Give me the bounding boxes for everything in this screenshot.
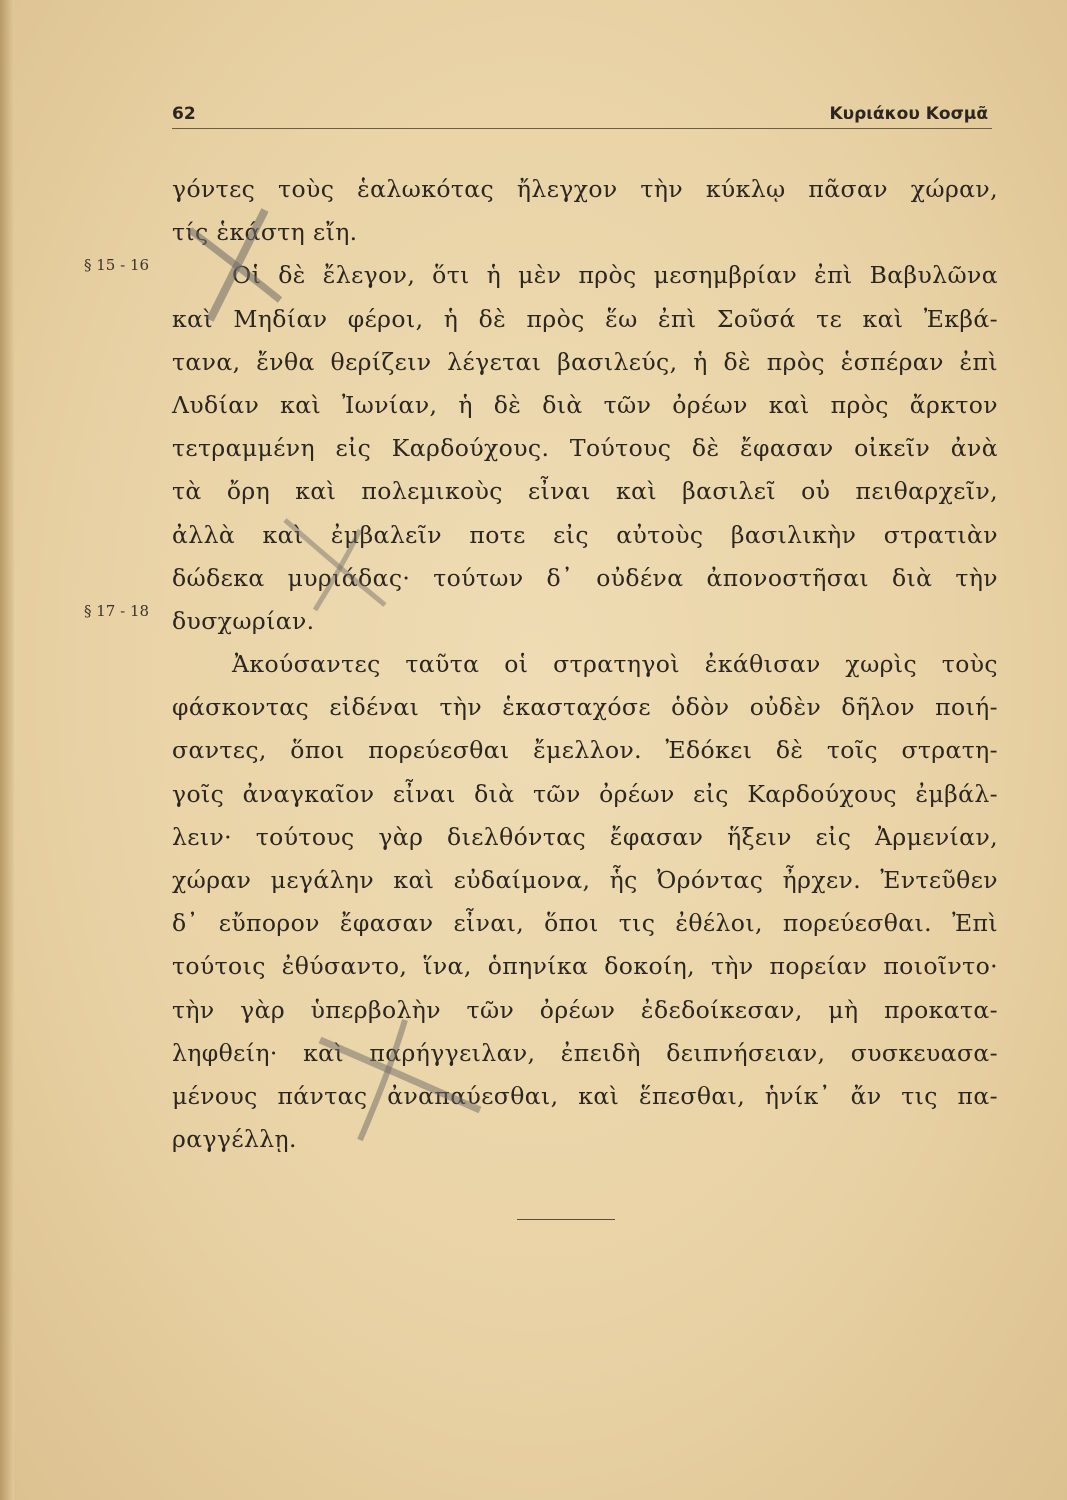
text-line: γόντες τοὺς ἑαλωκότας ἤλεγχον τὴν κύκλῳ πᾶσαν χώραν,: [172, 175, 998, 203]
text-line: τὴν γὰρ ὑπερβολὴν τῶν ὀρέων ἐδεδοίκεσαν, μὴ προκατα-: [172, 995, 998, 1024]
margin-ref-17-18: § 17 - 18: [84, 602, 150, 620]
header-rule: [172, 128, 992, 129]
text-line: γοῖς ἀναγκαῖον εἶναι διὰ τῶν ὀρέων εἰς Καρδούχους ἐμβάλ-: [172, 779, 998, 808]
page-gutter-shadow: [0, 0, 14, 1500]
text-line: λειν· τούτους γὰρ διελθόντας ἔφασαν ἥξειν εἰς Ἀρμενίαν,: [172, 822, 998, 851]
end-rule: [517, 1219, 615, 1220]
running-head: [172, 100, 992, 130]
text-line: δ᾿ εὔπορον ἔφασαν εἶναι, ὅποι τις ἐθέλοι, πορεύεσθαι. Ἐπὶ: [172, 909, 998, 938]
text-line: μένους πάντας ἀναπαύεσθαι, καὶ ἕπεσθαι, ἡνίκ᾿ ἄν τις πα-: [172, 1081, 998, 1110]
text-line: τετραμμένη εἰς Καρδούχους. Τούτους δὲ ἔφασαν οἰκεῖν ἀνὰ: [172, 434, 998, 463]
body-text: [172, 168, 998, 1161]
text-line: τὰ ὄρη καὶ πολεμικοὺς εἶναι καὶ βασιλεῖ οὐ πειθαρχεῖν,: [172, 477, 998, 506]
running-head-author: Κυριάκου Κοσμᾶ: [829, 104, 988, 124]
text-line: δυσχωρίαν.: [172, 606, 315, 635]
text-line: δώδεκα μυριάδας· τούτων δ᾿ οὐδένα ἀπονοστῆσαι διὰ τὴν: [172, 563, 998, 592]
text-line: τούτοις ἐθύσαντο, ἵνα, ὁπηνίκα δοκοίη, τὴν πορείαν ποιοῖντο·: [172, 952, 998, 981]
text-line: Ἀκούσαντες ταῦτα οἱ στρατηγοὶ ἐκάθισαν χωρὶς τοὺς: [232, 650, 998, 679]
text-line: ἀλλὰ καὶ ἐμβαλεῖν ποτε εἰς αὐτοὺς βασιλικὴν στρατιὰν: [172, 520, 998, 549]
text-line: τανα, ἔνθα θερίζειν λέγεται βασιλεύς, ἡ δὲ πρὸς ἑσπέραν ἐπὶ: [172, 347, 998, 376]
text-line: χώραν μεγάλην καὶ εὐδαίμονα, ἧς Ὀρόντας ἦρχεν. Ἐντεῦθεν: [172, 866, 998, 894]
text-line: τίς ἑκάστη εἴη.: [172, 218, 358, 247]
text-line: Οἱ δὲ ἔλεγον, ὅτι ἡ μὲν πρὸς μεσημβρίαν ἐπὶ Βαβυλῶνα: [232, 261, 998, 290]
text-line: ληφθείη· καὶ παρήγγειλαν, ἐπειδὴ δειπνήσειαν, συσκευασα-: [172, 1038, 998, 1067]
text-line: Λυδίαν καὶ Ἰωνίαν, ἡ δὲ διὰ τῶν ὀρέων καὶ πρὸς ἄρκτον: [172, 390, 998, 419]
text-line: σαντες, ὅποι πορεύεσθαι ἔμελλον. Ἐδόκει δὲ τοῖς στρατη-: [172, 736, 998, 765]
page-number: 62: [172, 104, 196, 124]
text-line: φάσκοντας εἰδέναι τὴν ἑκασταχόσε ὁδὸν οὐδὲν δῆλον ποιή-: [172, 693, 998, 722]
margin-ref-15-16: § 15 - 16: [84, 256, 150, 274]
text-line: ραγγέλλῃ.: [172, 1125, 297, 1154]
text-line: καὶ Μηδίαν φέροι, ἡ δὲ πρὸς ἕω ἐπὶ Σοῦσά τε καὶ Ἐκβά-: [172, 304, 998, 333]
